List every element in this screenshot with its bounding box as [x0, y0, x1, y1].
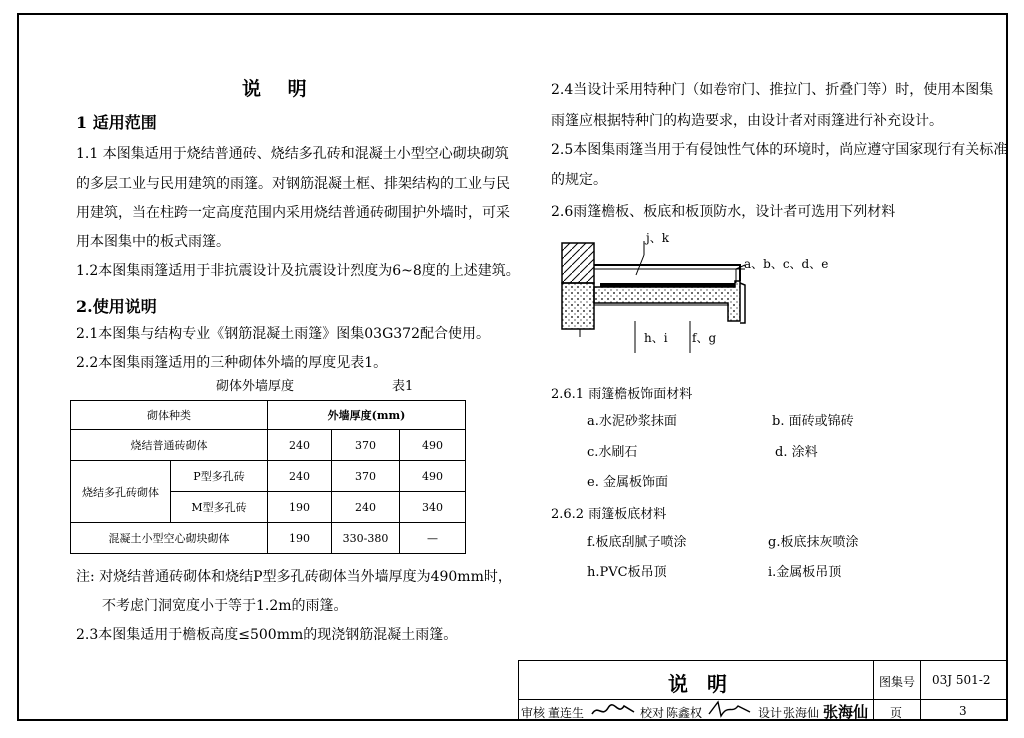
review-name: 董连生	[548, 706, 585, 720]
material-i: i.金属板吊顶	[768, 565, 842, 580]
check-label: 校对	[640, 706, 665, 720]
table-cell: 240	[268, 461, 332, 492]
table-row	[71, 430, 466, 461]
review-label: 审核	[521, 706, 546, 720]
material-d: d. 涂料	[775, 445, 818, 460]
table-cell: 340	[400, 492, 466, 523]
table-cell: 370	[332, 461, 400, 492]
para-2-6: 2.6雨篷檐板、板底和板顶防水，设计者可选用下列材料	[551, 204, 896, 220]
table-title: 砌体外墙厚度	[216, 379, 295, 394]
review-signature	[588, 700, 638, 720]
table-cell: 490	[400, 430, 466, 461]
page-label: 页	[890, 706, 903, 720]
para-1-1-line1: 1.1 本图集适用于烧结普通砖、烧结多孔砖和混凝土小型空心砌块砌筑	[76, 146, 509, 162]
material-c: c.水刷石	[587, 445, 638, 460]
table-cell: M型多孔砖	[171, 492, 268, 523]
wall-thickness-table	[70, 400, 466, 554]
table-cell: 330-380	[332, 523, 400, 554]
design-name: 张海仙	[783, 706, 820, 720]
fig-label-hi: h、i	[644, 331, 668, 345]
table-cell: 烧结普通砖砌体	[71, 430, 268, 461]
table-row	[71, 461, 466, 492]
fig-label-abcde: a、b、c、d、e	[744, 257, 829, 271]
table-cell: —	[400, 523, 466, 554]
para-1-1-line2: 的多层工业与民用建筑的雨篷。对钢筋混凝土框、排架结构的工业与民	[76, 176, 510, 192]
check-signature	[706, 698, 756, 720]
table-cell: 370	[332, 430, 400, 461]
design-label: 设计	[758, 706, 783, 720]
table-cell: 190	[268, 492, 332, 523]
page-number: 3	[959, 704, 967, 718]
page-title: 说 明	[242, 78, 317, 100]
fig-label-jk: j、k	[646, 231, 669, 245]
table-head-cell: 砌体种类	[71, 401, 268, 430]
note-line2: 不考虑门洞宽度小于等于1.2m的雨篷。	[102, 598, 348, 614]
para-2-3: 2.3本图集适用于檐板高度≤500mm的现浇钢筋混凝土雨篷。	[76, 627, 458, 643]
para-2-2: 2.2本图集雨篷适用的三种砌体外墙的厚度见表1。	[76, 355, 388, 371]
material-h: h.PVC板吊顶	[587, 565, 667, 580]
table-group-cell: 烧结多孔砖砌体	[71, 461, 171, 523]
material-g: g.板底抹灰喷涂	[768, 535, 859, 550]
section-1-title: 1 适用范围	[76, 113, 157, 132]
para-1-1-line3: 用建筑，当在柱跨一定高度范围内采用烧结普通砖砌围护外墙时，可采	[76, 205, 510, 221]
table-head-cell: 外墙厚度(mm)	[268, 401, 466, 430]
atlas-number: 03J 501-2	[932, 673, 991, 687]
section-2-title: 2.使用说明	[76, 297, 157, 316]
table-cell: 240	[332, 492, 400, 523]
material-b: b. 面砖或锦砖	[772, 414, 854, 429]
canopy-detail-drawing	[540, 225, 840, 355]
table-row	[71, 523, 466, 554]
para-2-4-line2: 雨篷应根据特种门的构造要求，由设计者对雨篷进行补充设计。	[551, 113, 943, 129]
para-1-2: 1.2本图集雨篷适用于非抗震设计及抗震设计烈度为6~8度的上述建筑。	[76, 263, 520, 279]
table-number: 表1	[392, 379, 414, 394]
table-cell: 190	[268, 523, 332, 554]
para-2-1: 2.1本图集与结构专业《钢筋混凝土雨篷》图集03G372配合使用。	[76, 326, 490, 342]
material-f: f.板底刮腻子喷涂	[587, 535, 687, 550]
para-2-5-line1: 2.5本图集雨篷当用于有侵蚀性气体的环境时，尚应遵守国家现行有关标准	[551, 142, 1008, 158]
note-line1: 注: 对烧结普通砖砌体和烧结P型多孔砖砌体当外墙厚度为490mm时，	[76, 569, 512, 585]
title-block	[518, 660, 1008, 721]
para-1-1-line4: 用本图集中的板式雨篷。	[76, 234, 230, 250]
table-cell: 混凝土小型空心砌块砌体	[71, 523, 268, 554]
check-name: 陈鑫权	[666, 706, 703, 720]
para-2-4-line1: 2.4当设计采用特种门（如卷帘门、推拉门、折叠门等）时，使用本图集	[551, 82, 994, 98]
subsection-2-6-1-title: 2.6.1 雨篷檐板饰面材料	[551, 387, 693, 402]
para-2-5-line2: 的规定。	[551, 172, 607, 188]
table-header-row	[71, 401, 466, 430]
table-cell: P型多孔砖	[171, 461, 268, 492]
design-signature: 张海仙	[823, 703, 869, 721]
table-cell: 240	[268, 430, 332, 461]
material-e: e. 金属板饰面	[587, 475, 668, 490]
subsection-2-6-2-title: 2.6.2 雨篷板底材料	[551, 507, 667, 522]
fig-label-fg: f、g	[692, 331, 717, 345]
atlas-number-label: 图集号	[879, 675, 916, 689]
table-cell: 490	[400, 461, 466, 492]
titleblock-title: 说 明	[668, 672, 733, 696]
material-a: a.水泥砂浆抹面	[587, 414, 677, 429]
